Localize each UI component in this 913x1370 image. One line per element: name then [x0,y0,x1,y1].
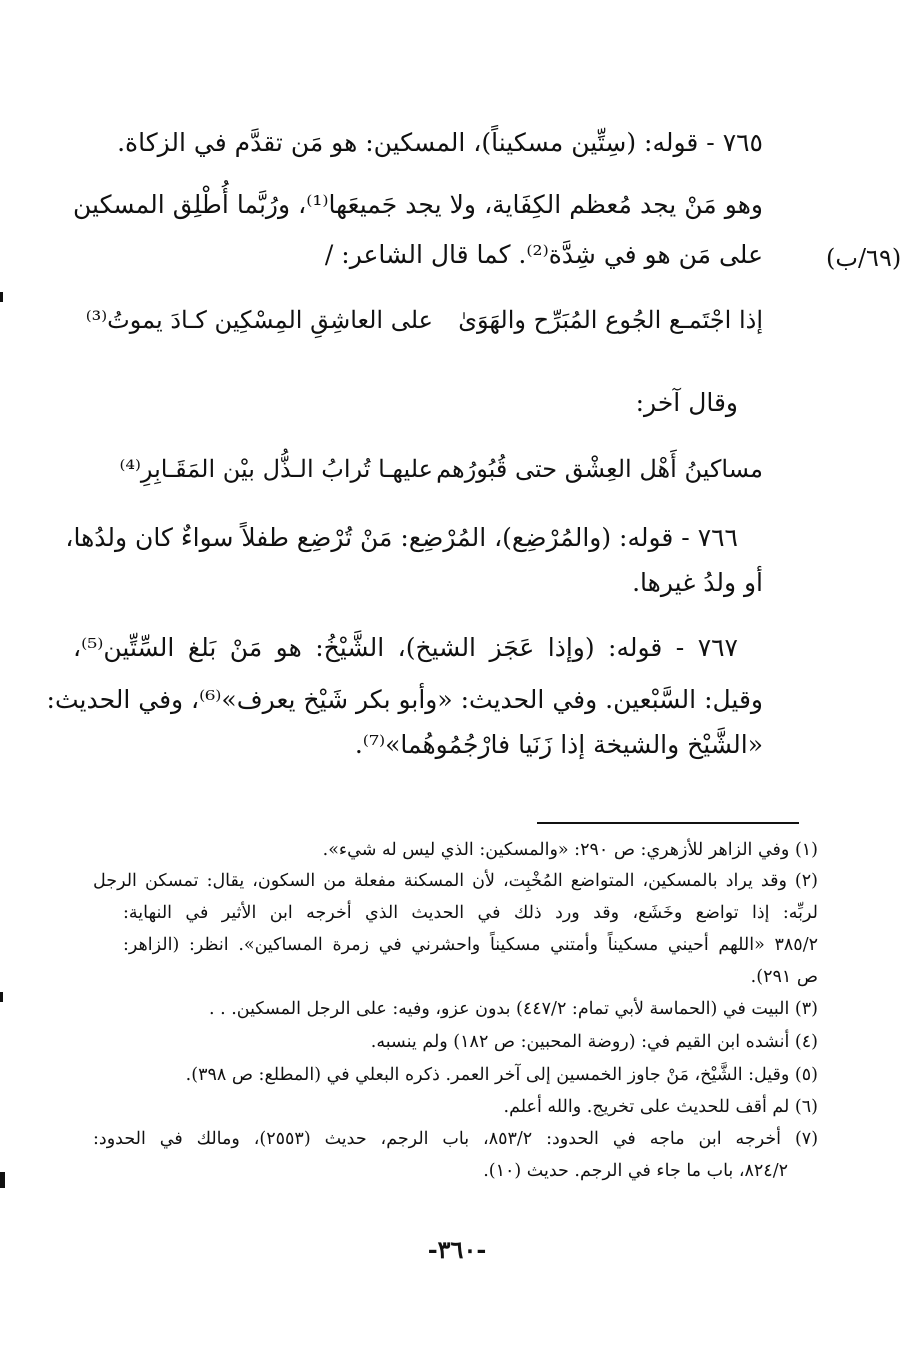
footnote-7-line-1: (٧) أخرجه ابن ماجه في الحدود: ٨٥٣/٢، باب الرجم، حديث (٢٥٥٣)، ومالك في الحدود: [93,1129,819,1149]
scan-edge-mark-bottom [0,1172,5,1188]
para-766-line-2: أو ولدُ غيرها. [632,568,763,597]
scan-edge-mark-top [0,292,3,302]
scan-edge-mark-middle [0,992,3,1002]
para-767-line-1: ٧٦٧ - قوله: (وإذا عَجَز الشيخ)، الشَّيْخُ: هو مَنْ بَلغ السِّتِّين⁽⁵⁾، [73,633,738,662]
footnote-6: (٦) لم أقف للحديث على تخريج. والله أعلم. [503,1097,818,1117]
verse-2-second-hemistich: عليهـا تُرابُ الـذُّل بيْن المَقَـابِرِ⁽⁴⁾ [119,455,433,483]
footnote-4: (٤) أنشده ابن القيم في: (روضة المحبين: ص ١٨٢) ولم ينسبه. [370,1032,818,1052]
footnote-2-line-4: ص ٢٩١). [750,967,818,987]
margin-folio-reference: (٦٩/ب) [826,244,902,272]
footnote-2-line-2: لربِّه: إذا تواضع وخَشَع، وقد ورد ذلك في الحديث الذي أخرجه ابن الأثير في النهاية: [123,903,818,923]
verse-2-first-hemistich: مساكينُ أَهْل العِشْق حتى قُبُورُهم [436,455,763,483]
footnote-separator [537,822,799,824]
verse-1-second-hemistich: على العاشِقِ المِسْكِين كـادَ يموتُ⁽³⁾ [85,306,433,334]
footnote-1: (١) وفي الزاهر للأزهري: ص ٢٩٠: «والمسكين: الذي ليس له شيء». [322,840,818,860]
footnote-2-line-1: (٢) وقد يراد بالمسكين، المتواضع المُخْبِت، لأن المسكنة مفعلة من السكون، يقال: تمسكن الرجل [93,871,818,891]
footnote-2-line-3: ٣٨٥/٢ «اللهم أحيني مسكيناً وأمتني مسكيناً واحشرني في زمرة المساكين». انظر: (الزاهر: [123,935,818,955]
para-765-line-1: ٧٦٥ - قوله: (سِتِّين مسكيناً)، المسكين: هو مَن تقدَّم في الزكاة. [117,128,763,157]
para-767-line-3: «الشَّيْخ والشيخة إذا زَنَيا فارْجُمُوهُما»⁽⁷⁾. [354,730,763,759]
footnote-7-line-2: ٨٢٤/٢، باب ما جاء في الرجم. حديث (١٠). [483,1161,788,1181]
verse-1-first-hemistich: إذا اجْتَمـع الجُوع المُبَرِّح والهَوَىٰ [458,306,763,334]
para-767-line-2: وقيل: السَّبْعين. وفي الحديث: «وأبو بكر شَيْخ يعرف»⁽⁶⁾، وفي الحديث: [46,685,763,714]
para-766-line-1: ٧٦٦ - قوله: (والمُرْضِع)، المُرْضِع: مَنْ تُرْضِع طفلاً سواءٌ كان ولدُها، [65,523,738,552]
para-765-line-3: على مَن هو في شِدَّة⁽²⁾. كما قال الشاعر: / [324,240,763,269]
para-765-line-2: وهو مَنْ يجد مُعظم الكِفَاية، ولا يجد جَميعَها⁽¹⁾، ورُبَّما أُطْلِق المسكين [73,190,763,219]
footnote-5: (٥) وقيل: الشَّيْخ، مَنْ جاوز الخمسين إلى آخر العمر. ذكره البعلي في (المطلع: ص ٣٩٨). [185,1065,818,1085]
footnote-3: (٣) البيت في (الحماسة لأبي تمام: ٤٤٧/٢) بدون عزو، وفيه: على الرجل المسكين. . . [208,999,818,1019]
other-poet-intro: وقال آخر: [635,388,738,417]
page-number: -٣٦٠- [427,1235,487,1264]
